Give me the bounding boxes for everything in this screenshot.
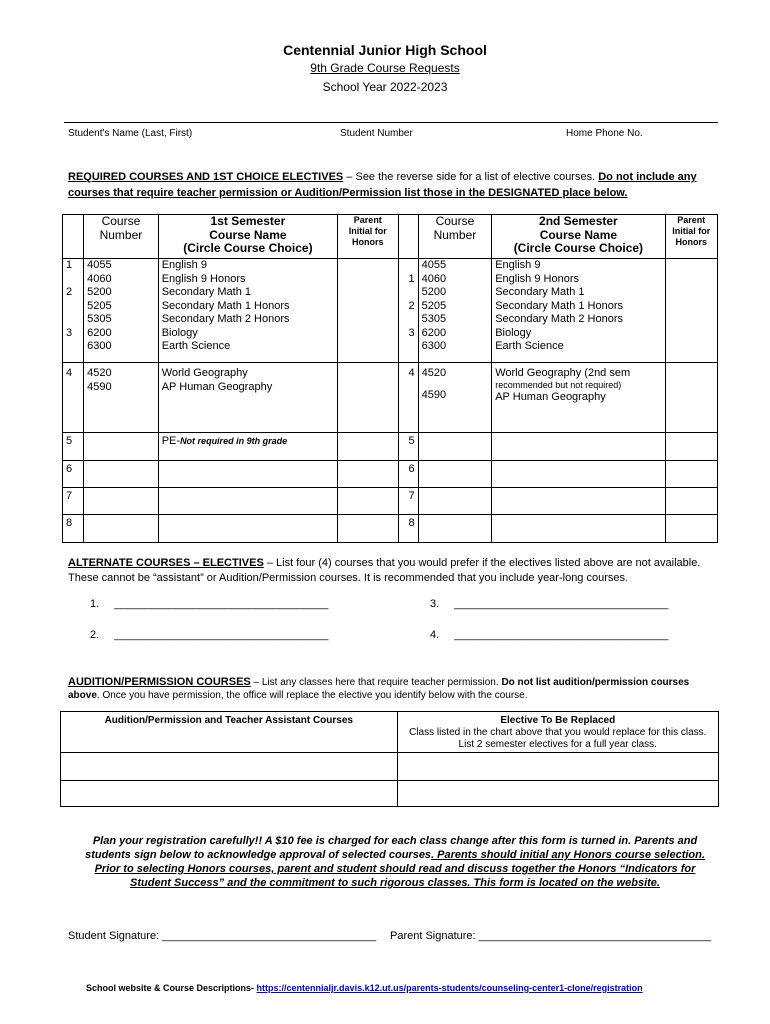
form-title: 9th Grade Course Requests [310, 61, 460, 75]
required-instructions [68, 169, 728, 201]
row-numbers: 1 2 3 [63, 259, 84, 363]
course-request-table [62, 214, 718, 543]
course-codes-sem1[interactable]: 4055 4060 5200 5205 5305 6200 6300 [84, 259, 159, 363]
row-numbers-2: 1 2 3 [398, 259, 418, 363]
codes-row4-sem2[interactable]: 4520 4590 [418, 363, 492, 433]
codes-row4-sem1[interactable]: 4520 4590 [84, 363, 159, 433]
table-header-row [63, 215, 718, 259]
table-row [61, 753, 719, 781]
required-warning-1: Do not include any [598, 171, 697, 183]
student-name-label: Student's Name (Last, First) [68, 128, 193, 139]
row-num-5: 5 [63, 433, 84, 461]
row-num-4-b: 4 [398, 363, 418, 433]
required-warning-2: courses that require teacher permission or Audition/Permission list those in the DESIGNATED place below. [68, 187, 628, 199]
parent-row5-b[interactable] [665, 433, 717, 461]
parent-row6-b[interactable] [665, 461, 717, 488]
student-info-line[interactable] [64, 122, 718, 123]
names-row7[interactable] [158, 488, 337, 515]
codes-row7-b[interactable] [418, 488, 492, 515]
audition-heading: AUDITION/PERMISSION COURSES [68, 676, 251, 688]
names-row8[interactable] [158, 515, 337, 543]
audition-course-2[interactable] [61, 781, 398, 807]
course-names-sem2[interactable]: English 9 English 9 Honors Secondary Math 1 Secondary Math 1 Honors Secondary Math 2 Honors Biology Earth Science [492, 259, 665, 363]
audition-header-row [61, 712, 719, 753]
school-year: School Year 2022-2023 [322, 80, 448, 94]
row-num-5-b: 5 [398, 433, 418, 461]
alternate-2[interactable]: 2. ___________________________________ [90, 629, 329, 641]
pe-cell[interactable]: PE-Not required in 9th grade [158, 433, 337, 461]
names-row8-b[interactable] [492, 515, 665, 543]
course-number-header: Course Number [84, 215, 159, 259]
audition-course-1[interactable] [61, 753, 398, 781]
table-row [63, 515, 718, 543]
codes-row5[interactable] [84, 433, 159, 461]
parent-initial-cell-2[interactable] [665, 259, 717, 363]
names-row6-b[interactable] [492, 461, 665, 488]
table-row [63, 259, 718, 363]
parent-row6[interactable] [338, 461, 398, 488]
table-row [61, 781, 719, 807]
elective-replaced-2[interactable] [397, 781, 718, 807]
row-num-6: 6 [63, 461, 84, 488]
course-number-header-2: Course Number [418, 215, 492, 259]
parent-row8[interactable] [338, 515, 398, 543]
codes-row7[interactable] [84, 488, 159, 515]
sem2-header: 2nd Semester Course Name (Circle Course Choice) [492, 215, 665, 259]
row-num-8-b: 8 [398, 515, 418, 543]
audition-instructions: AUDITION/PERMISSION COURSES – List any classes here that require teacher permission. Do not list audition/permission courses above. Once you have permission, the office will replace the elective you identify below with the course. [68, 676, 690, 701]
parent-row5[interactable] [338, 433, 398, 461]
sem1-header: 1st Semester Course Name (Circle Course Choice) [158, 215, 337, 259]
row-num-7: 7 [63, 488, 84, 515]
names-row5-b[interactable] [492, 433, 665, 461]
table-row [63, 461, 718, 488]
home-phone-label: Home Phone No. [566, 128, 643, 139]
row-num-6-b: 6 [398, 461, 418, 488]
parent-row8-b[interactable] [665, 515, 717, 543]
parent-initial-row4[interactable] [338, 363, 398, 433]
table-row [63, 363, 718, 433]
course-names-sem1[interactable]: English 9 English 9 Honors Secondary Math 1 Secondary Math 1 Honors Secondary Math 2 Honors Biology Earth Science [158, 259, 337, 363]
registration-notice: Plan your registration carefully!! A $10 fee is charged for each class change after this form is turned in. Parents and students sign below to acknowledge approval of selected courses. Parents should initial any Honors course selection. Prior to selecting Honors courses, parent and student should read and discuss together the Honors “Indicators for Student Success” and the commitment to such rigorous classes. This form is located on the website. [85, 835, 705, 889]
parent-initial-row4-b[interactable] [665, 363, 717, 433]
student-number-label: Student Number [340, 128, 413, 139]
row-num-header-2 [398, 215, 418, 259]
required-text: – See the reverse side for a list of elective courses. [343, 171, 599, 183]
row-num-8: 8 [63, 515, 84, 543]
table-row [63, 488, 718, 515]
footer [86, 983, 643, 993]
codes-row8[interactable] [84, 515, 159, 543]
names-row4-sem1[interactable]: World Geography AP Human Geography [158, 363, 337, 433]
codes-row6-b[interactable] [418, 461, 492, 488]
table-row [63, 433, 718, 461]
audition-col1-header: Audition/Permission and Teacher Assistant Courses [61, 712, 398, 753]
codes-row5-b[interactable] [418, 433, 492, 461]
parent-signature[interactable]: Parent Signature: ______________________________________ [390, 930, 712, 942]
alternate-4[interactable]: 4. ___________________________________ [430, 629, 669, 641]
names-row4-sem2[interactable]: World Geography (2nd sem recommended but not required) AP Human Geography [492, 363, 665, 433]
parent-initial-cell[interactable] [338, 259, 398, 363]
required-heading: REQUIRED COURSES AND 1ST CHOICE ELECTIVES [68, 171, 344, 183]
codes-row6[interactable] [84, 461, 159, 488]
footer-label: School website & Course Descriptions- [86, 983, 257, 993]
student-signature[interactable]: Student Signature: ___________________________________ [68, 930, 377, 942]
website-link[interactable]: https://centennialjr.davis.k12.ut.us/parents-students/counseling-center1-clone/registration [256, 983, 643, 993]
names-row6[interactable] [158, 461, 337, 488]
codes-row8-b[interactable] [418, 515, 492, 543]
audition-table [60, 711, 719, 807]
names-row7-b[interactable] [492, 488, 665, 515]
alternate-instructions: ALTERNATE COURSES – ELECTIVES – List four (4) courses that you would prefer if the electives listed above are not available. These cannot be “assistant” or Audition/Permission courses. It is recommended that you include year-long courses. [68, 557, 701, 584]
parent-initial-header-2: Parent Initial for Honors [665, 215, 717, 259]
row-num-7-b: 7 [398, 488, 418, 515]
row-num-4: 4 [63, 363, 84, 433]
elective-replaced-1[interactable] [397, 753, 718, 781]
alternate-heading: ALTERNATE COURSES – ELECTIVES [68, 557, 264, 569]
parent-initial-header: Parent Initial for Honors [338, 215, 398, 259]
parent-row7[interactable] [338, 488, 398, 515]
alternate-1[interactable]: 1. ___________________________________ [90, 598, 329, 610]
audition-col2-header: Elective To Be Replaced Class listed in the chart above that you would replace for this class. List 2 semester electives for a full year class. [397, 712, 718, 753]
school-name: Centennial Junior High School [283, 42, 487, 58]
row-num-header [63, 215, 84, 259]
parent-row7-b[interactable] [665, 488, 717, 515]
alternate-3[interactable]: 3. ___________________________________ [430, 598, 669, 610]
course-codes-sem2[interactable]: 4055 4060 5200 5205 5305 6200 6300 [418, 259, 492, 363]
